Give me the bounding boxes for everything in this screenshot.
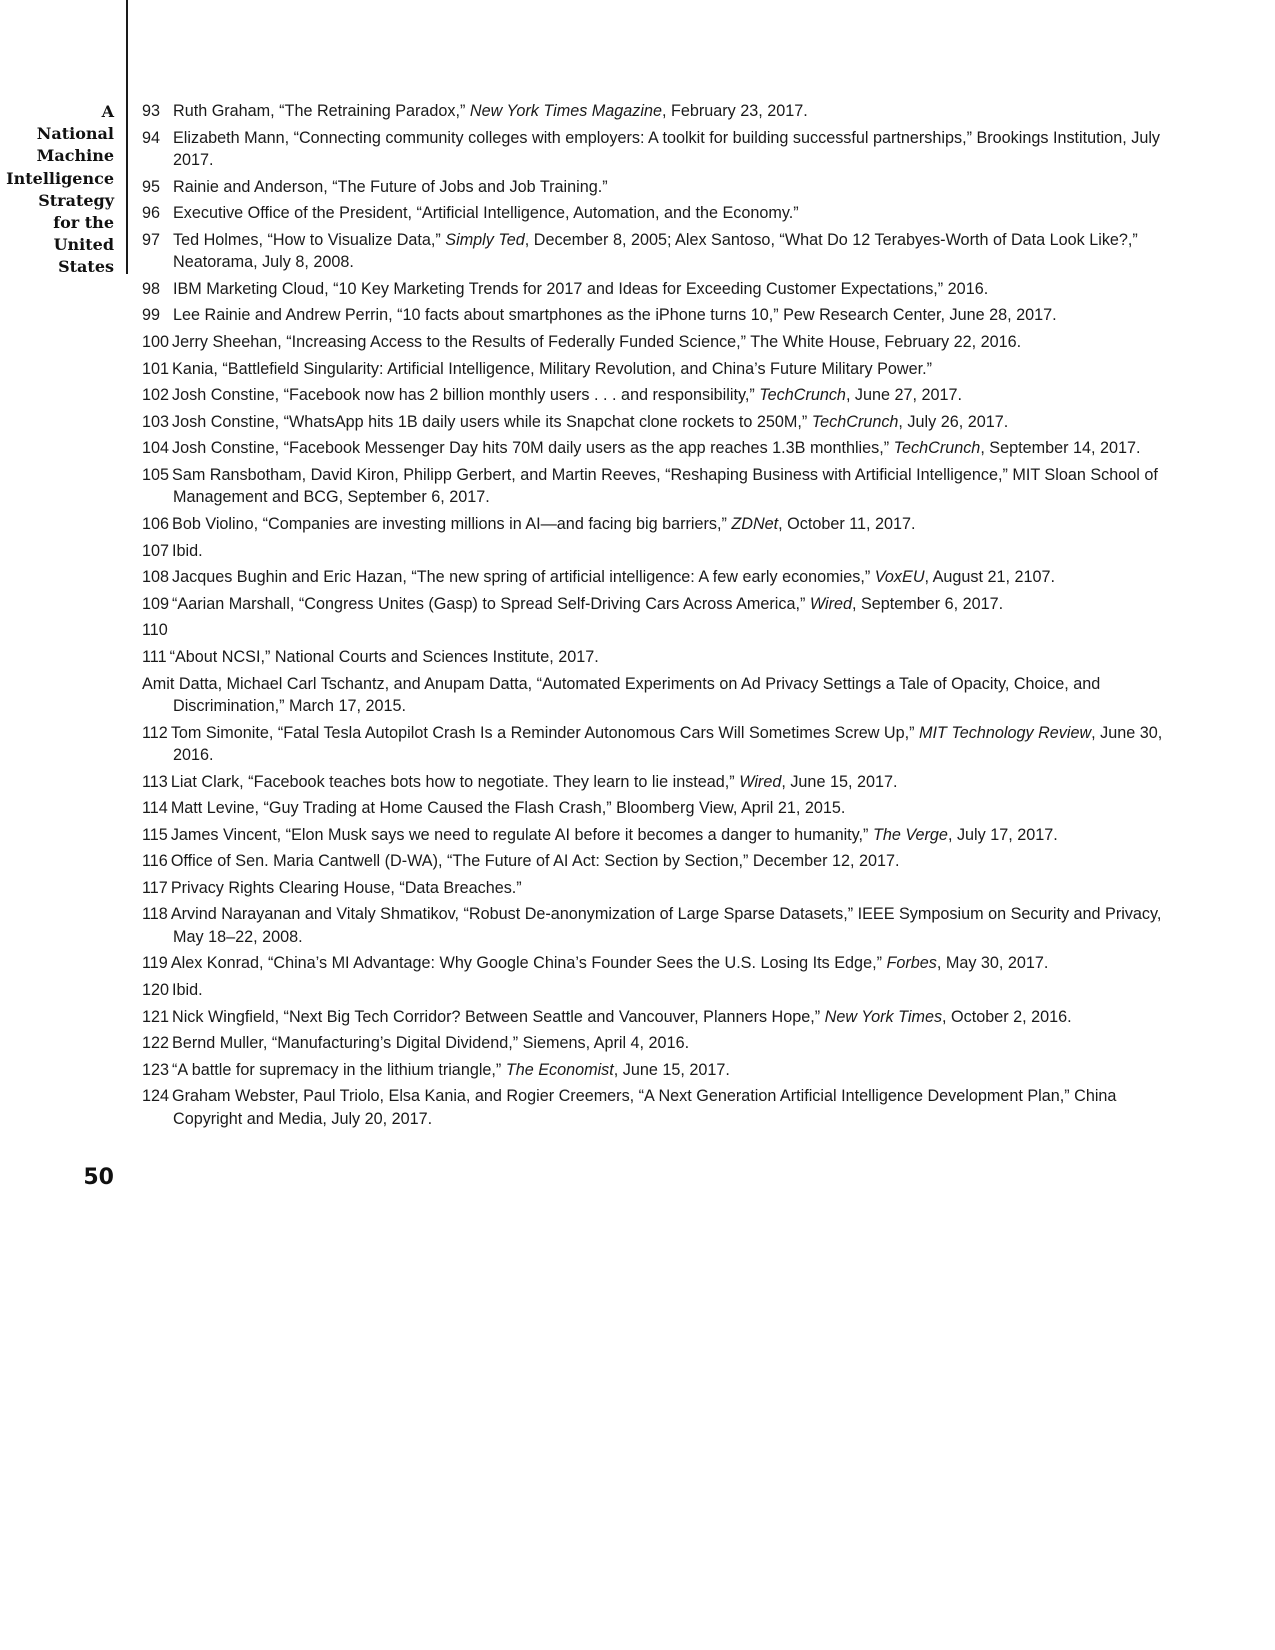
endnote-number: 99: [142, 306, 161, 325]
endnote-item: [142, 771, 1177, 793]
endnote-text: Jacques Bughin and Eric Hazan, “The new spring of artificial intelligence: A few early economies,”: [172, 568, 875, 587]
endnote-text: , September 14, 2017.: [980, 439, 1141, 458]
endnote-italic-text: New York Times: [824, 1007, 943, 1026]
endnote-item: [142, 358, 1177, 380]
endnote-italic-text: TechCrunch: [759, 386, 846, 405]
endnote-number: 103: [142, 412, 170, 431]
endnote-item: [142, 384, 1177, 406]
endnote-number: 105: [142, 465, 170, 484]
endnote-number: 117: [142, 878, 168, 897]
endnote-number: 106: [142, 514, 170, 533]
endnote-number: 96: [142, 204, 161, 223]
endnote-item: [142, 540, 1177, 562]
endnote-number: 111: [142, 647, 167, 666]
running-title-line: National: [36, 124, 114, 144]
endnote-text: Josh Constine, “Facebook Messenger Day hits 70M daily users as the app reaches 1.3B monthlies,”: [172, 439, 894, 458]
endnote-item: [142, 202, 1177, 224]
endnote-item: [142, 593, 1177, 615]
endnote-text: Josh Constine, “Facebook now has 2 billion monthly users . . . and responsibility,”: [172, 386, 760, 405]
endnote-text: “Aarian Marshall, “Congress Unites (Gasp) to Spread Self-Driving Cars Across America,”: [172, 594, 810, 613]
endnote-text: Matt Levine, “Guy Trading at Home Caused the Flash Crash,” Bloomberg View, April 21, 2015.: [170, 799, 846, 818]
running-title-line: States: [58, 257, 114, 277]
endnote-item: [142, 952, 1177, 974]
endnote-item: [142, 127, 1177, 172]
endnote-item: [142, 278, 1177, 300]
endnote-text: , June 15, 2017.: [613, 1060, 730, 1079]
endnote-item: [142, 673, 1177, 718]
endnote-text: Bernd Muller, “Manufacturing’s Digital Dividend,” Siemens, April 4, 2016.: [172, 1034, 690, 1053]
endnote-item: [142, 100, 1177, 122]
endnote-number: 112: [142, 723, 168, 742]
endnote-item: [142, 464, 1177, 509]
endnote-number: 107: [142, 541, 170, 560]
endnote-item: [142, 979, 1177, 1001]
endnote-text: Lee Rainie and Andrew Perrin, “10 facts about smartphones as the iPhone turns 10,” Pew Research Center, June 28, 2017.: [173, 306, 1057, 325]
endnote-item: [142, 903, 1177, 948]
endnote-italic-text: The Verge: [872, 825, 948, 844]
endnote-item: [142, 176, 1177, 198]
endnote-italic-text: TechCrunch: [811, 412, 899, 431]
endnote-item: [142, 646, 1177, 668]
endnote-text: Ted Holmes, “How to Visualize Data,”: [173, 230, 446, 249]
endnote-text: Bob Violino, “Companies are investing millions in AI—and facing big barriers,”: [172, 514, 732, 533]
endnote-text: , October 2, 2016.: [942, 1007, 1072, 1026]
endnote-italic-text: New York Times Magazine: [469, 102, 662, 120]
endnote-number: 104: [142, 439, 170, 458]
endnote-item: [142, 850, 1177, 872]
endnote-text: , July 17, 2017.: [947, 825, 1058, 844]
endnote-number: 118: [142, 905, 168, 924]
endnote-italic-text: Wired: [809, 594, 852, 613]
vertical-rule: [126, 0, 128, 274]
endnote-italic-text: The Economist: [505, 1060, 614, 1079]
endnote-number: 101: [142, 359, 170, 378]
endnote-number: 113: [142, 772, 168, 791]
endnote-item: [142, 619, 1177, 641]
endnote-text: , February 23, 2017.: [662, 102, 808, 120]
endnote-text: “About NCSI,” National Courts and Sciences Institute, 2017.: [169, 647, 599, 666]
endnote-item: [142, 1059, 1177, 1081]
endnote-number: 102: [142, 386, 170, 405]
running-title-line: A: [101, 102, 114, 121]
running-title-line: Strategy: [38, 190, 114, 210]
endnote-text: IBM Marketing Cloud, “10 Key Marketing Trends for 2017 and Ideas for Exceeding Customer Expectations,” 2016.: [173, 279, 989, 298]
endnote-text: , June 15, 2017.: [781, 772, 898, 791]
running-title-line: for the: [53, 213, 114, 233]
endnote-text: “A battle for supremacy in the lithium triangle,”: [172, 1060, 506, 1079]
endnote-number: 116: [142, 852, 168, 871]
endnote-number: 98: [142, 279, 161, 298]
endnote-text: Privacy Rights Clearing House, “Data Breaches.”: [170, 878, 522, 897]
endnote-text: Ibid.: [172, 981, 203, 1000]
endnote-number: 93: [142, 102, 161, 120]
endnote-number: 115: [142, 825, 168, 844]
endnote-text: Liat Clark, “Facebook teaches bots how to negotiate. They learn to lie instead,”: [170, 772, 740, 791]
endnote-number: 109: [142, 594, 170, 613]
endnote-item: [142, 722, 1177, 767]
endnote-text: , June 30, 2016.: [173, 723, 1163, 764]
endnote-text: James Vincent, “Elon Musk says we need to regulate AI before it becomes a danger to humanity,”: [170, 825, 873, 844]
endnote-italic-text: MIT Technology Review: [919, 723, 1092, 742]
endnote-italic-text: Forbes: [886, 954, 937, 973]
running-title-line: Machine: [36, 146, 114, 166]
endnote-number: 108: [142, 568, 170, 587]
endnote-italic-text: ZDNet: [731, 514, 779, 533]
endnote-text: , May 30, 2017.: [936, 954, 1049, 973]
endnote-number: 120: [142, 981, 170, 1000]
endnote-text: Kania, “Battlefield Singularity: Artificial Intelligence, Military Revolution, and China’s Future Military Power.”: [172, 359, 932, 378]
endnote-italic-text: TechCrunch: [893, 439, 981, 458]
endnote-number: 123: [142, 1060, 170, 1079]
endnote-text: , September 6, 2017.: [851, 594, 1004, 613]
endnote-number: 122: [142, 1034, 170, 1053]
endnote-item: [142, 566, 1177, 588]
endnote-number: 95: [142, 177, 161, 196]
endnote-text: , October 11, 2017.: [778, 514, 916, 533]
running-title: [0, 101, 114, 279]
endnote-text: , June 27, 2017.: [845, 386, 963, 405]
endnote-item: [142, 1032, 1177, 1054]
endnote-number: 114: [142, 799, 168, 818]
endnote-item: [142, 331, 1177, 353]
endnote-text: Amit Datta, Michael Carl Tschantz, and Anupam Datta, “Automated Experiments on Ad Privacy Settings a Tale of Opacity, Choice, and Discrimination,” March 17, 2015.: [142, 674, 1101, 715]
endnote-text: Arvind Narayanan and Vitaly Shmatikov, “Robust De-anonymization of Large Sparse Datasets,” IEEE Symposium on Security and Privacy, May 18–22, 2008.: [170, 905, 1162, 946]
endnote-italic-text: VoxEU: [874, 568, 925, 587]
endnote-text: Alex Konrad, “China’s MI Advantage: Why Google China’s Founder Sees the U.S. Losing Its Edge,”: [170, 954, 887, 973]
endnote-text: Tom Simonite, “Fatal Tesla Autopilot Crash Is a Reminder Autonomous Cars Will Sometimes Screw Up,”: [170, 723, 920, 742]
running-title-line: United: [53, 235, 114, 255]
endnote-italic-text: Simply Ted: [445, 230, 525, 249]
endnote-text: Ibid.: [172, 541, 203, 560]
endnote-item: [142, 1085, 1177, 1130]
endnote-number: 124: [142, 1087, 170, 1106]
endnote-text: Executive Office of the President, “Artificial Intelligence, Automation, and the Economy.”: [173, 204, 799, 223]
endnotes-list: [142, 100, 1177, 1134]
endnote-text: , December 8, 2005; Alex Santoso, “What Do 12 Terabyes-Worth of Data Look Like?,” Neatorama, July 8, 2008.: [173, 230, 1138, 272]
endnote-text: Graham Webster, Paul Triolo, Elsa Kania, and Rogier Creemers, “A Next Generation Artificial Intelligence Development Plan,” China Copyright and Media, July 20, 2017.: [172, 1087, 1117, 1128]
endnote-item: [142, 1006, 1177, 1028]
endnote-number: 100: [142, 332, 170, 351]
endnote-text: Office of Sen. Maria Cantwell (D-WA), “The Future of AI Act: Section by Section,” December 12, 2017.: [170, 852, 900, 871]
endnote-item: [142, 877, 1177, 899]
endnote-number: 110: [142, 621, 168, 640]
endnote-item: [142, 229, 1177, 274]
endnote-text: Josh Constine, “WhatsApp hits 1B daily users while its Snapchat clone rockets to 250M,”: [172, 412, 812, 431]
endnote-number: 121: [142, 1007, 170, 1026]
endnote-text: Jerry Sheehan, “Increasing Access to the Results of Federally Funded Science,” The White House, February 22, 2016.: [172, 332, 1022, 351]
endnote-text: , August 21, 2107.: [924, 568, 1056, 587]
page-number: 50: [83, 1165, 114, 1190]
endnote-text: Elizabeth Mann, “Connecting community colleges with employers: A toolkit for building successful partnerships,” Brookings Institution, July 2017.: [173, 128, 1161, 169]
endnote-text: , July 26, 2017.: [898, 412, 1009, 431]
endnote-number: 119: [142, 954, 168, 973]
endnote-item: [142, 437, 1177, 459]
endnote-text: Nick Wingfield, “Next Big Tech Corridor? Between Seattle and Vancouver, Planners Hope,”: [172, 1007, 825, 1026]
endnote-item: [142, 411, 1177, 433]
endnote-text: Rainie and Anderson, “The Future of Jobs and Job Training.”: [173, 177, 608, 196]
endnote-italic-text: Wired: [739, 772, 782, 791]
endnote-text: Sam Ransbotham, David Kiron, Philipp Gerbert, and Martin Reeves, “Reshaping Business with Artificial Intelligence,” MIT Sloan School of Management and BCG, September 6, 2017.: [172, 465, 1158, 507]
endnote-item: [142, 304, 1177, 326]
endnote-text: Ruth Graham, “The Retraining Paradox,”: [173, 102, 470, 120]
endnote-number: 94: [142, 128, 161, 147]
endnote-item: [142, 513, 1177, 535]
running-title-line: Intelligence: [6, 168, 114, 188]
endnote-number: 97: [142, 230, 161, 249]
endnote-item: [142, 797, 1177, 819]
endnote-item: [142, 824, 1177, 846]
